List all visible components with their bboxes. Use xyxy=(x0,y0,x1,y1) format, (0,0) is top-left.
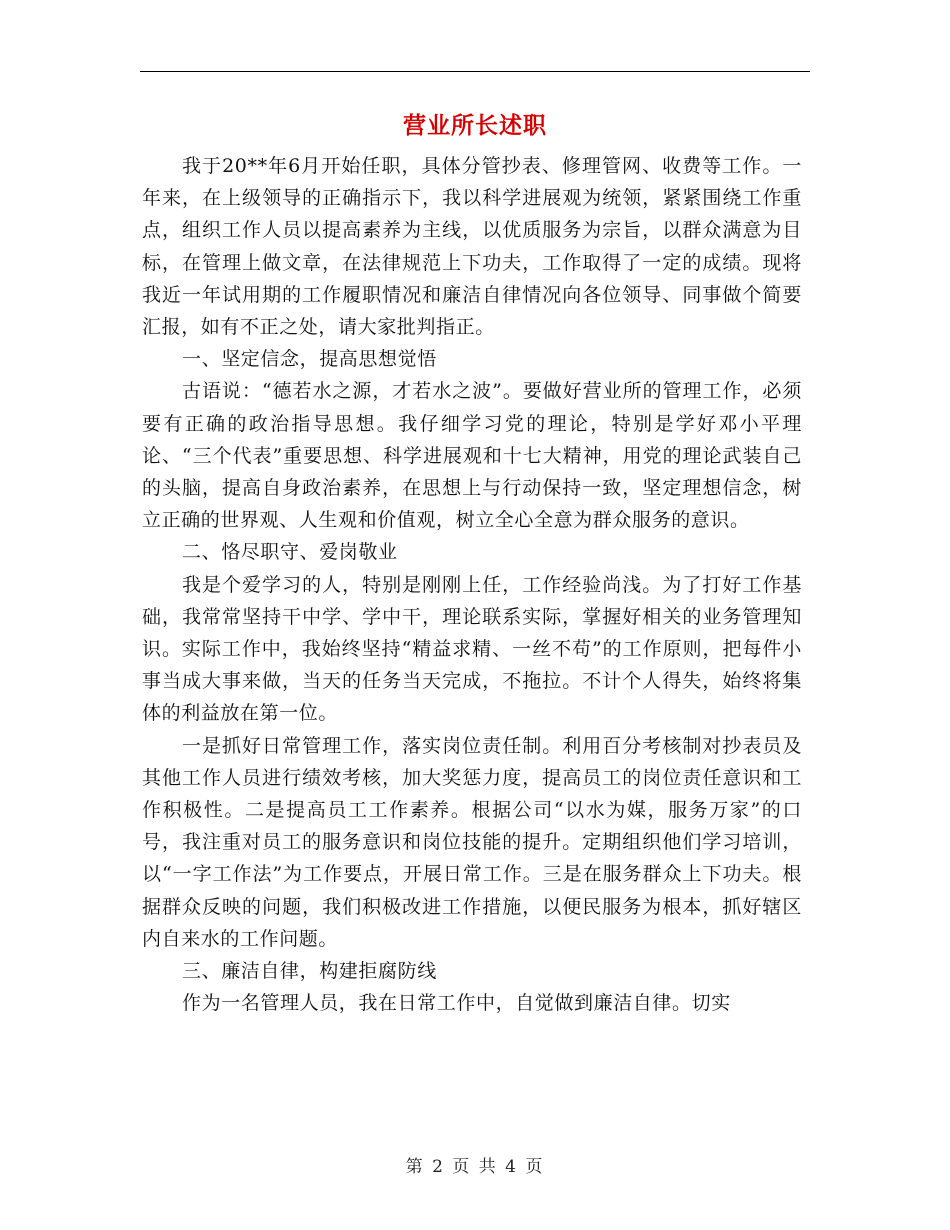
section-3-paragraph: 作为一名管理人员，我在日常工作中，自觉做到廉洁自律。切实 xyxy=(182,992,731,1015)
section-1-paragraph: 古语说：“德若水之源，才若水之波”。要做好营业所的管理工作，必须要有正确的政治指导思想。我仔细学习党的理论，特别是学好邓小平理论、“三个代表”重要思想、科学进展观和十七大精神，用党的理论武装自己的头脑，提高自身政治素养，在思想上与行动保持一致，坚定理想信念，树立正确的世界观、人生观和价值观，树立全心全意为群众服务的意识。 xyxy=(142,380,802,532)
page-number-footer: 第 2 页 共 4 页 xyxy=(405,1157,545,1177)
section-heading-1: 一、坚定信念，提高思想觉悟 xyxy=(182,348,437,371)
section-2-paragraph-2: 一是抓好日常管理工作，落实岗位责任制。利用百分考核制对抄表员及其他工作人员进行绩效考核，加大奖惩力度，提高员工的岗位责任意识和工作积极性。二是提高员工工作素养。根据公司“以水为媒，服务万家”的口号，我注重对员工的服务意识和岗位技能的提升。定期组织他们学习培训，以“一字工作法”为工作要点，开展日常工作。三是在服务群众上下功夫。根据群众反映的问题，我们积极改进工作措施，以便民服务为根本，抓好辖区内自来水的工作问题。 xyxy=(142,734,802,950)
header-rule xyxy=(140,71,810,72)
section-heading-2: 二、恪尽职守、爱岗敬业 xyxy=(182,541,398,564)
document-body xyxy=(142,150,802,1019)
document-title: 营业所长述职 xyxy=(403,112,547,139)
intro-paragraph: 我于20**年6月开始任职，具体分管抄表、修理管网、收费等工作。一年来，在上级领导的正确指示下，我以科学进展观为统领，紧紧围绕工作重点，组织工作人员以提高素养为主线，以优质服务为宗旨，以群众满意为目标，在管理上做文章，在法律规范上下功夫，工作取得了一定的成绩。现将我近一年试用期的工作履职情况和廉洁自律情况向各位领导、同事做个简要汇报，如有不正之处，请大家批判指正。 xyxy=(142,155,802,339)
section-heading-3: 三、廉洁自律，构建拒腐防线 xyxy=(182,960,437,983)
section-2-paragraph-1: 我是个爱学习的人，特别是刚刚上任，工作经验尚浅。为了打好工作基础，我常常坚持干中学、学中干，理论联系实际，掌握好相关的业务管理知识。实际工作中，我始终坚持“精益求精、一丝不苟”的工作原则，把每件小事当成大事来做，当天的任务当天完成，不拖拉。不计个人得失，始终将集体的利益放在第一位。 xyxy=(142,573,802,725)
